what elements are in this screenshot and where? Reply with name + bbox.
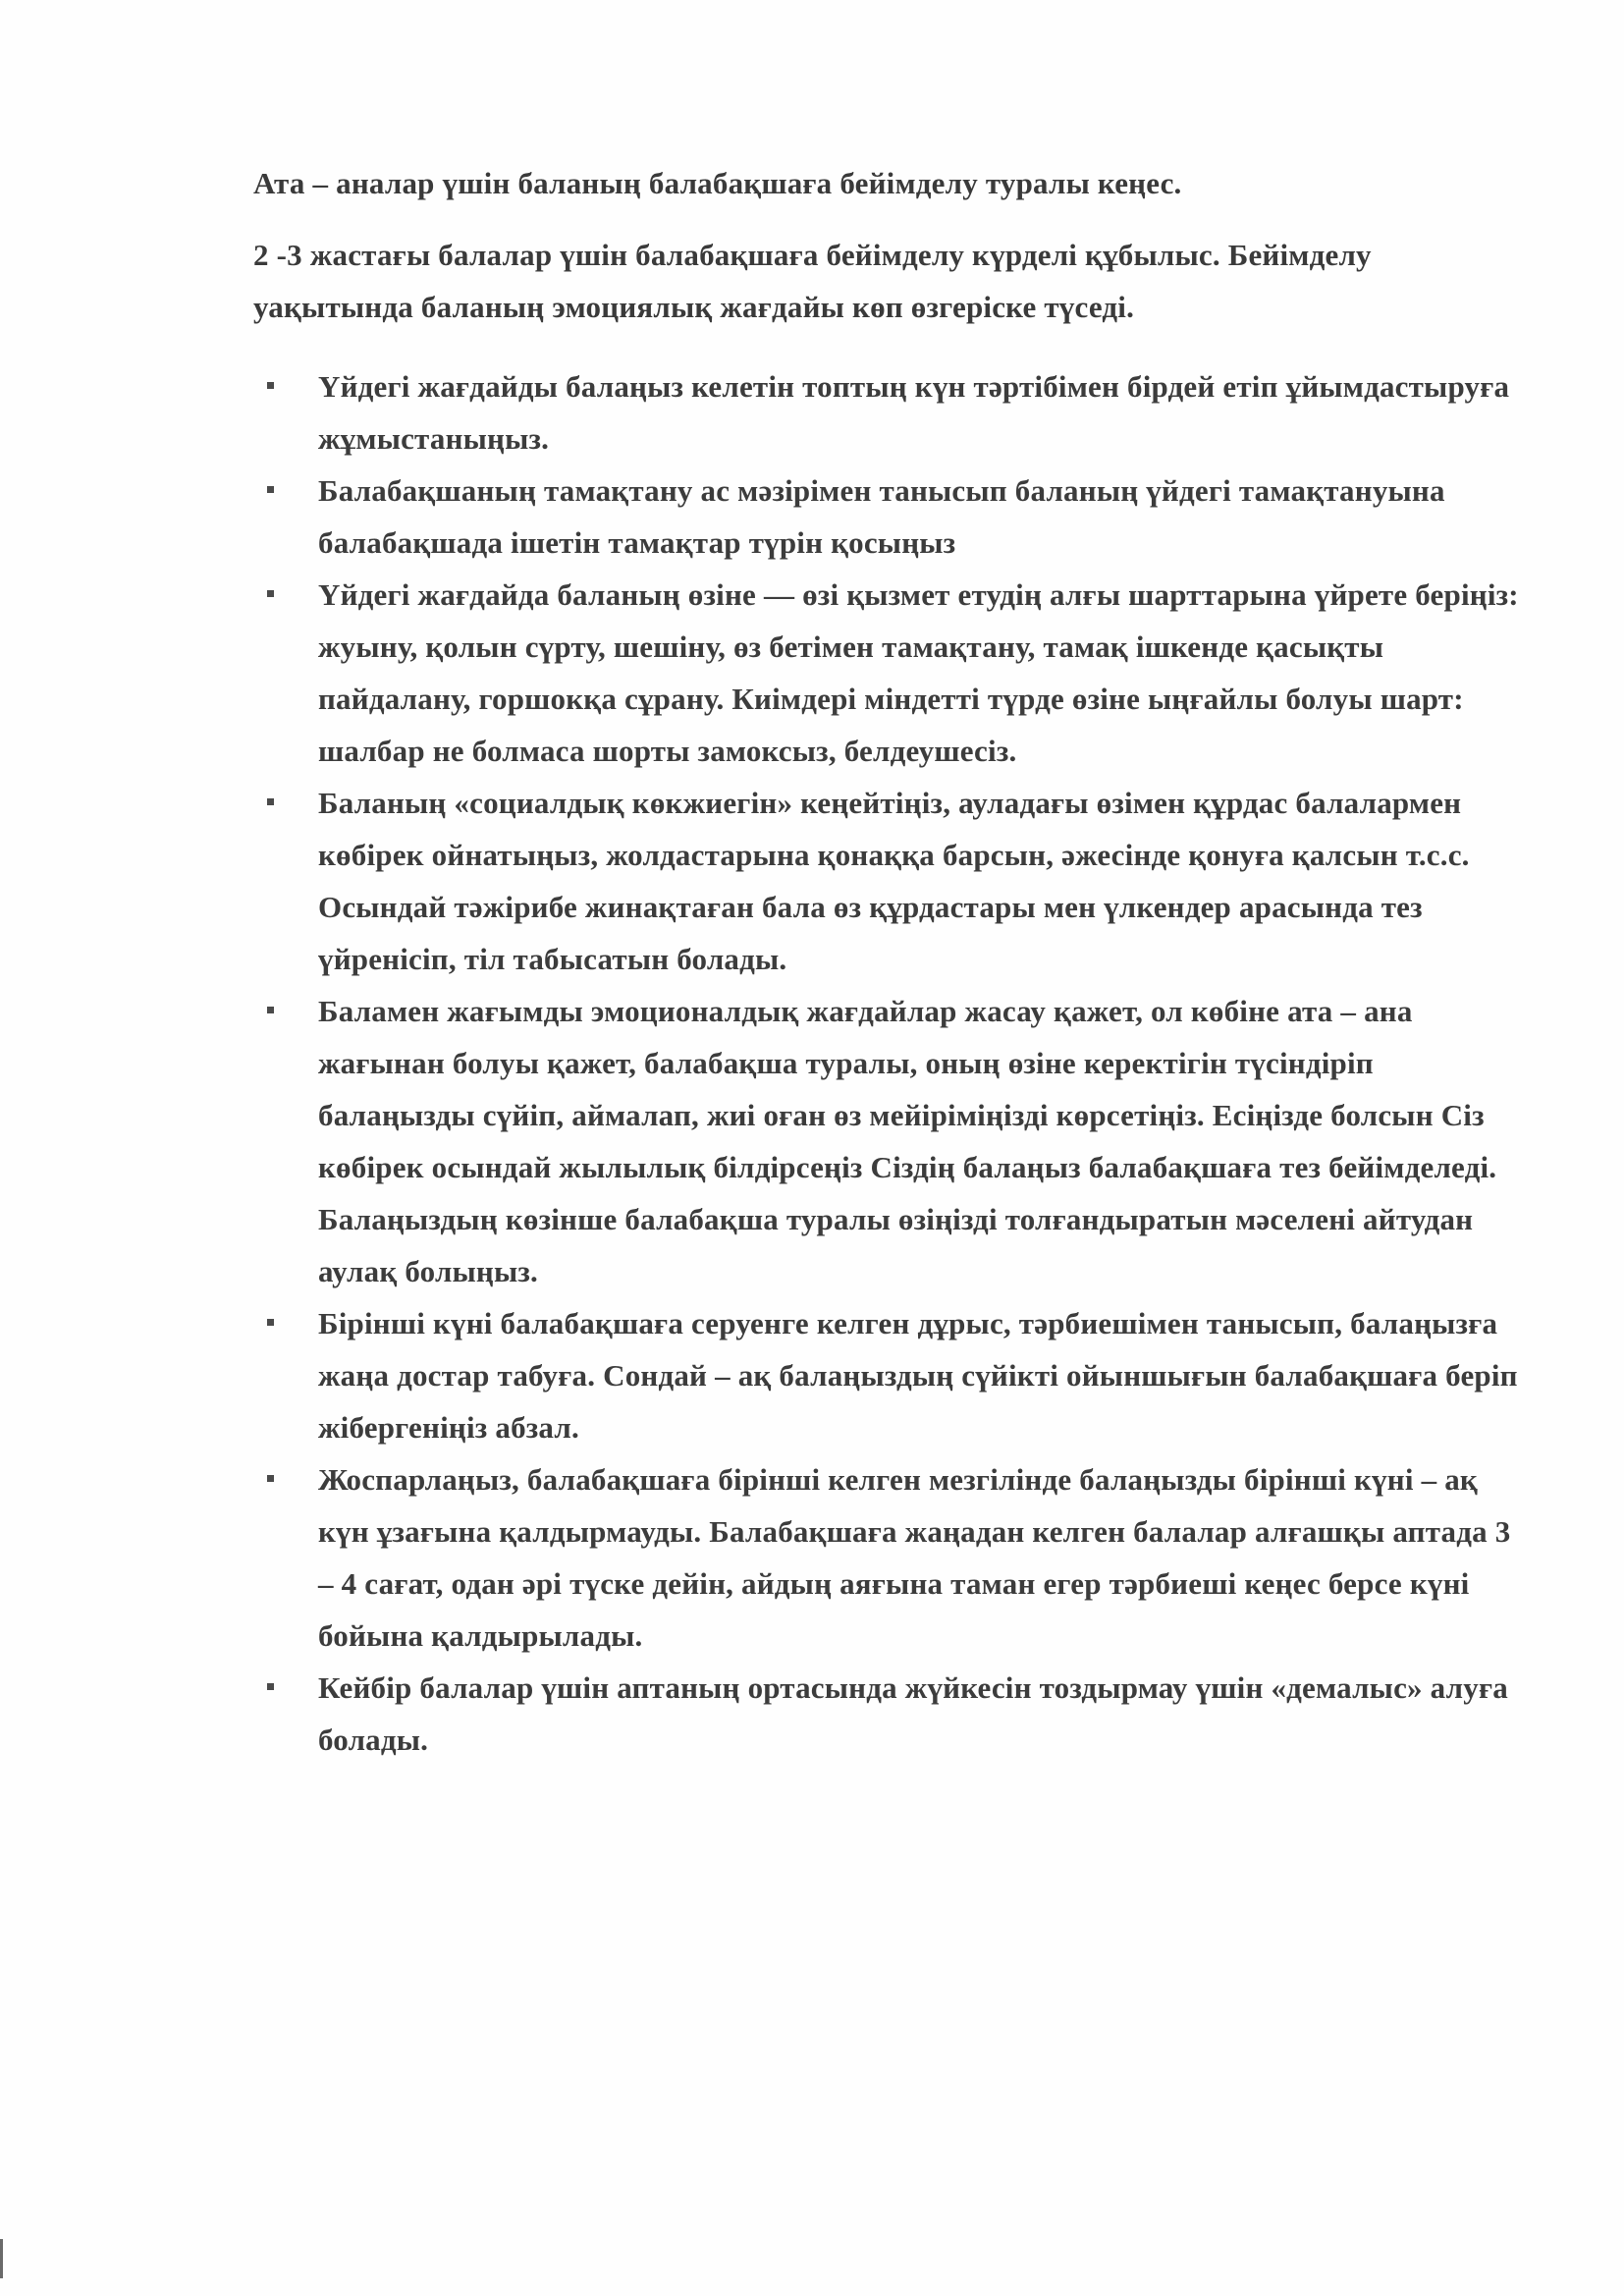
list-item-text: Баланың «социалдық көкжиегін» кеңейтіңіз, ауладағы өзімен құрдас балалармен көбірек ойнатыңыз, жолдастарына қонаққа барсын, әжесінде қонуға қалсын т.с.с. Осындай тәжірибе жинақтаған бала өз құрдастары мен үлкендер арасында тез үйреніcіп, тіл табысатын болады. xyxy=(318,786,1470,976)
advice-list xyxy=(253,360,1530,1766)
bullet-square-icon xyxy=(267,382,274,389)
list-item xyxy=(253,777,1530,985)
bullet-square-icon xyxy=(267,590,274,597)
bullet-square-icon xyxy=(267,798,274,805)
bullet-square-icon xyxy=(267,1683,274,1690)
list-item xyxy=(253,360,1530,465)
bullet-square-icon xyxy=(267,1475,274,1482)
list-item-text: Балабақшаның тамақтану ас мәзірімен танысып баланың үйдегі тамақтануына балабақшада ішетін тамақтар түрін қосыңыз xyxy=(318,473,1445,560)
list-item-text: Үйдегі жағдайда баланың өзіне — өзі қызмет етудің алғы шарттарына үйрете беріңіз: жуыну, қолын сүрту, шешіну, өз бетімен тамақтану, тамақ ішкенде қасықты пайдалану, горшокқа сұрану. Киімдері міндетті түрде өзіне ыңғайлы болуы шарт: шалбар не болмаса шорты замоксыз, белдеушесіз. xyxy=(318,577,1519,768)
list-item-text: Бірінші күні балабақшаға серуенге келген дұрыс, тәрбиешімен танысып, балаңызға жаңа достар табуға. Сондай – ақ балаңыздың сүйікті ойыншығын балабақшаға беріп жібергеніңіз абзал. xyxy=(318,1306,1518,1445)
list-item xyxy=(253,985,1530,1297)
list-item-text: Кейбір балалар үшін аптаның ортасында жүйкесін тоздырмау үшін «демалыс» алуға болады. xyxy=(318,1670,1508,1757)
list-item xyxy=(253,465,1530,569)
list-item xyxy=(253,1297,1530,1453)
list-item-text: Жоспарлаңыз, балабақшаға бірінші келген мезгілінде балаңызды бірінші күні – ақ күн ұзағына қалдырмауды. Балабақшаға жаңадан келген балалар алғашқы аптада 3 – 4 сағат, одан әрі түске дейін, айдың аяғына таман егер тәрбиеші кеңес берсе күні бойына қалдырылады. xyxy=(318,1462,1511,1653)
document-heading: Ата – аналар үшін баланың балабақшаға бейімделу туралы кеңес. xyxy=(253,166,1182,200)
intro-paragraph: 2 -3 жастағы балалар үшін балабақшаға бейімделу күрделі құбылыс. Бейімделу уақытында баланың эмоциялық жағдайы көп өзгеріске түседі. xyxy=(253,238,1372,324)
bullet-square-icon xyxy=(267,486,274,493)
bullet-square-icon xyxy=(267,1007,274,1013)
list-item xyxy=(253,1662,1530,1766)
scan-edge-mark xyxy=(0,2239,3,2278)
list-item-text: Баламен жағымды эмоционалдық жағдайлар жасау қажет, ол көбіне ата – ана жағынан болуы қажет, балабақша туралы, оның өзіне керектігін түсіндіріп балаңызды сүйіп, аймалап, жиі оған өз мейіріміңізді көрсетіңіз. Есіңізде болсын Сіз көбірек осындай жылылық білдірсеңіз Сіздің балаңыз балабақшаға тез бейімделеді. Балаңыздың көзінше балабақша туралы өзіңізді толғандыратын мәселені айтудан аулақ болыңыз. xyxy=(318,994,1497,1288)
bullet-square-icon xyxy=(267,1319,274,1326)
list-item xyxy=(253,1453,1530,1662)
list-item-text: Үйдегі жағдайды балаңыз келетін топтың күн тәртібімен бірдей етіп ұйымдастыруға жұмыстаныңыз. xyxy=(318,369,1510,456)
document-body xyxy=(253,157,1530,1766)
list-item xyxy=(253,569,1530,777)
